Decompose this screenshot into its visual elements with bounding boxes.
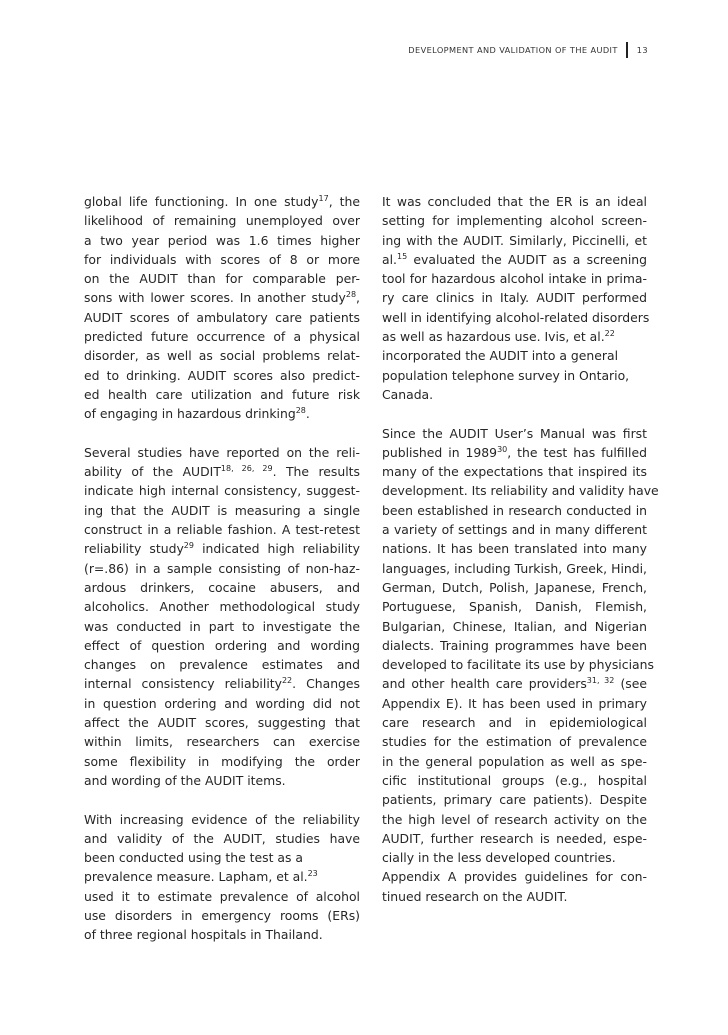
text-line: ardous drinkers, cocaine abusers, and	[84, 579, 360, 595]
text-line: AUDIT, further research is needed, espe-	[382, 830, 647, 846]
text-line: ability of the AUDIT$^{18, 26, 29}$. The results	[84, 464, 360, 480]
text-line: population telephone survey in Ontario,	[382, 367, 630, 383]
text-line: ing with the AUDIT. Similarly, Piccinelli, et	[382, 232, 647, 248]
text-line: of three regional hospitals in Thailand.	[84, 927, 323, 943]
text-line: Portuguese, Spanish, Danish, Flemish,	[382, 599, 647, 615]
text-line: Several studies have reported on the reli-	[84, 444, 360, 460]
text-line: cially in the less developed countries.	[382, 850, 616, 866]
text-line: in the general population as well as spe-	[382, 753, 647, 769]
text-line: affect the AUDIT scores, suggesting that	[84, 715, 360, 731]
text-line: It was concluded that the ER is an ideal	[382, 194, 647, 209]
paragraph	[84, 810, 360, 945]
text-line: some flexibility in modifying the order	[84, 753, 360, 769]
text-line: ing that the AUDIT is measuring a single	[84, 502, 360, 518]
text-line: ry care clinics in Italy. AUDIT performed	[382, 290, 647, 306]
text-line: ed health care utilization and future risk	[84, 386, 360, 402]
text-line: languages, including Turkish, Greek, Hindi,	[382, 560, 647, 576]
text-line: AUDIT scores of ambulatory care patients	[84, 309, 360, 325]
text-line: internal consistency reliability$^{22}$. Changes	[84, 676, 360, 692]
text-line: incorporated the AUDIT into a general	[382, 348, 619, 364]
text-line: used it to estimate prevalence of alcohol	[84, 888, 360, 904]
text-line: With increasing evidence of the reliability	[84, 811, 360, 827]
text-line: been conducted using the test as a	[84, 850, 303, 866]
text-line: the high level of research activity on the	[382, 811, 647, 827]
text-line: and validity of the AUDIT, studies have	[84, 830, 360, 846]
text-line: within limits, researchers can exercise	[84, 734, 360, 750]
text-line: al.$^{15}$ evaluated the AUDIT as a screening	[382, 251, 647, 267]
paragraph	[382, 192, 650, 404]
text-line: cific institutional groups (e.g., hospital	[382, 772, 647, 788]
text-line: and wording of the AUDIT items.	[84, 772, 286, 788]
text-line: well in identifying alcohol-related disorders	[382, 309, 650, 325]
text-line: dialects. Training programmes have been	[382, 637, 647, 653]
running-title: DEVELOPMENT AND VALIDATION OF THE AUDIT	[408, 45, 618, 55]
text-line: changes on prevalence estimates and	[84, 657, 360, 673]
text-line: of engaging in hazardous drinking$^{28}$.	[84, 406, 310, 422]
text-line: published in 1989$^{30}$, the test has fulfilled	[382, 444, 647, 460]
text-line: effect of question ordering and wording	[84, 637, 360, 653]
text-line: indicate high internal consistency, suggest-	[84, 483, 360, 499]
text-line: (r=.86) in a sample consisting of non-haz-	[84, 560, 360, 576]
text-line: tinued research on the AUDIT.	[382, 888, 568, 904]
text-line: Appendix A provides guidelines for con-	[382, 869, 647, 885]
text-line: a variety of settings and in many different	[382, 522, 647, 538]
text-line: alcoholics. Another methodological study	[84, 599, 360, 615]
text-line: a two year period was 1.6 times higher	[84, 232, 360, 248]
running-header	[408, 42, 648, 58]
text-line: development. Its reliability and validity have	[382, 483, 659, 499]
text-line: use disorders in emergency rooms (ERs)	[84, 907, 360, 923]
text-line: care research and in epidemiological	[382, 715, 647, 731]
text-line: construct in a reliable fashion. A test-retest	[84, 522, 360, 538]
text-line: global life functioning. In one study$^{17}$, the	[84, 194, 360, 209]
text-line: was conducted in part to investigate the	[84, 618, 360, 634]
text-line: prevalence measure. Lapham, et al.$^{23}$	[84, 869, 318, 885]
text-line: on the AUDIT than for comparable per-	[84, 271, 360, 287]
paragraph	[84, 192, 360, 424]
text-line: German, Dutch, Polish, Japanese, French,	[382, 579, 647, 595]
text-line: been established in research conducted in	[382, 502, 647, 518]
text-line: studies for the estimation of prevalence	[382, 734, 647, 750]
text-line: Bulgarian, Chinese, Italian, and Nigerian	[382, 618, 647, 634]
text-line: and other health care providers$^{31, 32}$ (see	[382, 676, 647, 692]
text-line: likelihood of remaining unemployed over	[84, 213, 360, 229]
text-line: for individuals with scores of 8 or more	[84, 251, 360, 267]
text-line: disorder, as well as social problems relat-	[84, 348, 360, 364]
text-line: predicted future occurrence of a physical	[84, 329, 360, 345]
text-line: as well as hazardous use. Ivis, et al.$^{22}$	[382, 329, 615, 345]
page-number: 13	[636, 45, 648, 55]
text-line: setting for implementing alcohol screen-	[382, 213, 647, 229]
text-line: patients, primary care patients). Despite	[382, 792, 647, 808]
text-line: tool for hazardous alcohol intake in prima-	[382, 271, 647, 287]
text-line: Canada.	[382, 386, 434, 402]
right-column	[382, 192, 659, 925]
paragraph	[84, 443, 360, 790]
text-line: in question ordering and wording did not	[84, 695, 360, 711]
text-line: reliability study$^{29}$ indicated high reliability	[84, 541, 360, 557]
text-line: developed to facilitate its use by physicians	[382, 657, 654, 673]
text-line: ed to drinking. AUDIT scores also predict-	[84, 367, 360, 383]
paragraph	[382, 424, 659, 906]
text-line: Appendix E). It has been used in primary	[382, 695, 647, 711]
header-divider	[626, 42, 628, 58]
left-column	[84, 192, 360, 964]
text-line: Since the AUDIT User’s Manual was first	[382, 425, 647, 441]
text-line: nations. It has been translated into many	[382, 541, 647, 557]
text-line: sons with lower scores. In another study$^{28}$,	[84, 290, 360, 306]
text-line: many of the expectations that inspired its	[382, 464, 647, 480]
